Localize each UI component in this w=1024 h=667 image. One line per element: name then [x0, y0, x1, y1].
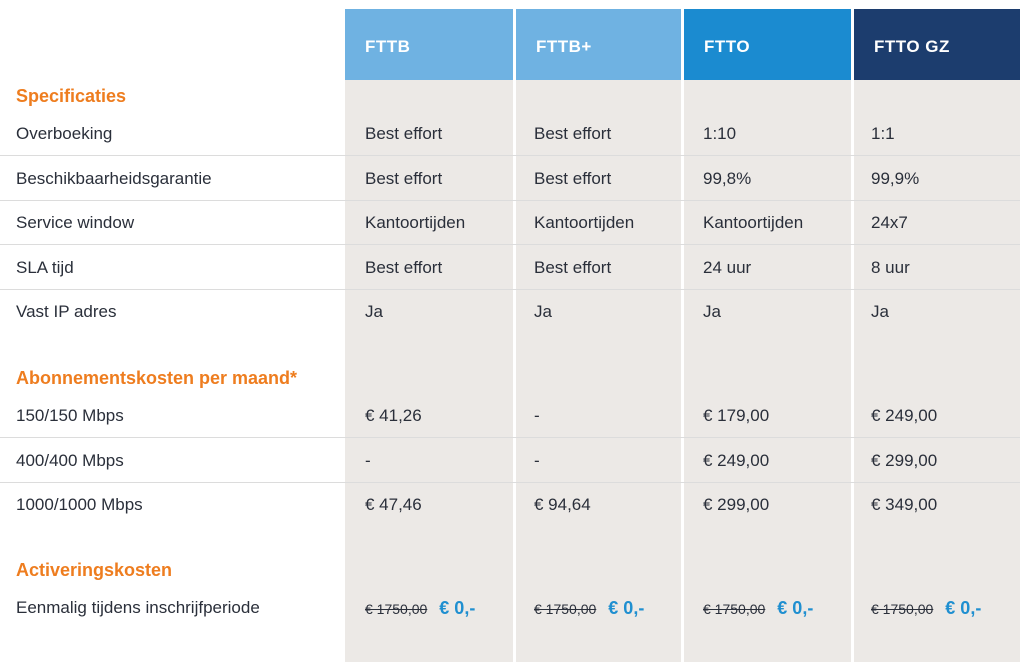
cell-fttb: Best effort: [365, 124, 443, 143]
row-label: Vast IP adres: [16, 302, 117, 321]
row-divider: [0, 155, 1020, 156]
spec-row-overboeking: [0, 112, 1024, 156]
activation-cell-ftto: [703, 586, 813, 630]
price-row-400: [0, 439, 1024, 483]
cell-ftto: Kantoortijden: [703, 213, 804, 232]
new-price: € 0,-: [777, 598, 814, 618]
row-label: SLA tijd: [16, 258, 74, 277]
spec-row-vast-ip: [0, 290, 1024, 334]
cell-fttb-plus: € 94,64: [534, 495, 591, 514]
row-label: 1000/1000 Mbps: [16, 495, 143, 514]
cell-fttb-plus: Best effort: [534, 124, 612, 143]
row-label: Eenmalig tijdens inschrijfperiode: [16, 598, 260, 617]
cell-fttb-plus: -: [534, 451, 540, 470]
old-price: € 1750,00: [534, 601, 597, 617]
cell-fttb: -: [365, 451, 371, 470]
row-divider: [0, 437, 1020, 438]
new-price: € 0,-: [608, 598, 645, 618]
cell-fttb-plus: Best effort: [534, 169, 612, 188]
activation-row: [0, 586, 1024, 630]
row-label: 400/400 Mbps: [16, 451, 124, 470]
activation-cell-fttb-plus: [534, 586, 644, 630]
cell-fttb: € 41,26: [365, 406, 422, 425]
old-price: € 1750,00: [703, 601, 766, 617]
cell-fttb-plus: Ja: [534, 302, 552, 321]
cell-ftto: 1:10: [703, 124, 737, 143]
cell-ftto: € 179,00: [703, 406, 770, 425]
spec-row-sla-tijd: [0, 246, 1024, 290]
cell-ftto: 24 uur: [703, 258, 752, 277]
activation-cell-ftto-gz: [871, 586, 981, 630]
cell-ftto-gz: 99,9%: [871, 169, 920, 188]
cell-ftto-gz: € 249,00: [871, 406, 938, 425]
row-label: 150/150 Mbps: [16, 406, 124, 425]
cell-ftto: 99,8%: [703, 169, 752, 188]
cell-fttb-plus: -: [534, 406, 540, 425]
cell-ftto-gz: 24x7: [871, 213, 908, 232]
header-ftto: FTTO: [684, 9, 851, 80]
cell-fttb: € 47,46: [365, 495, 422, 514]
section-title-specs: Specificaties: [16, 86, 127, 106]
cell-ftto-gz: € 349,00: [871, 495, 938, 514]
new-price: € 0,-: [439, 598, 476, 618]
cell-fttb: Ja: [365, 302, 383, 321]
cell-ftto-gz: Ja: [871, 302, 889, 321]
cell-fttb: Best effort: [365, 169, 443, 188]
cell-fttb-plus: Kantoortijden: [534, 213, 635, 232]
old-price: € 1750,00: [365, 601, 428, 617]
cell-ftto: Ja: [703, 302, 721, 321]
section-title-activation: Activeringskosten: [16, 560, 173, 580]
cell-fttb-plus: Best effort: [534, 258, 612, 277]
cell-ftto-gz: € 299,00: [871, 451, 938, 470]
spec-row-service-window: [0, 201, 1024, 245]
row-label: Overboeking: [16, 124, 113, 143]
new-price: € 0,-: [945, 598, 982, 618]
spec-row-beschikbaarheid: [0, 157, 1024, 201]
row-label: Beschikbaarheidsgarantie: [16, 169, 212, 188]
header-ftto-gz: FTTO GZ: [854, 9, 1020, 80]
header-fttb-plus: FTTB+: [516, 9, 681, 80]
row-label: Service window: [16, 213, 135, 232]
price-row-1000: [0, 483, 1024, 527]
cell-fttb: Best effort: [365, 258, 443, 277]
row-divider: [0, 244, 1020, 245]
cell-ftto-gz: 1:1: [871, 124, 895, 143]
cell-ftto: € 299,00: [703, 495, 770, 514]
header-fttb: FTTB: [345, 9, 513, 80]
price-row-150: [0, 394, 1024, 438]
cell-ftto: € 249,00: [703, 451, 770, 470]
cell-ftto-gz: 8 uur: [871, 258, 910, 277]
section-title-subscription: Abonnementskosten per maand*: [16, 368, 298, 388]
activation-cell-fttb: [365, 586, 475, 630]
cell-fttb: Kantoortijden: [365, 213, 466, 232]
old-price: € 1750,00: [871, 601, 934, 617]
